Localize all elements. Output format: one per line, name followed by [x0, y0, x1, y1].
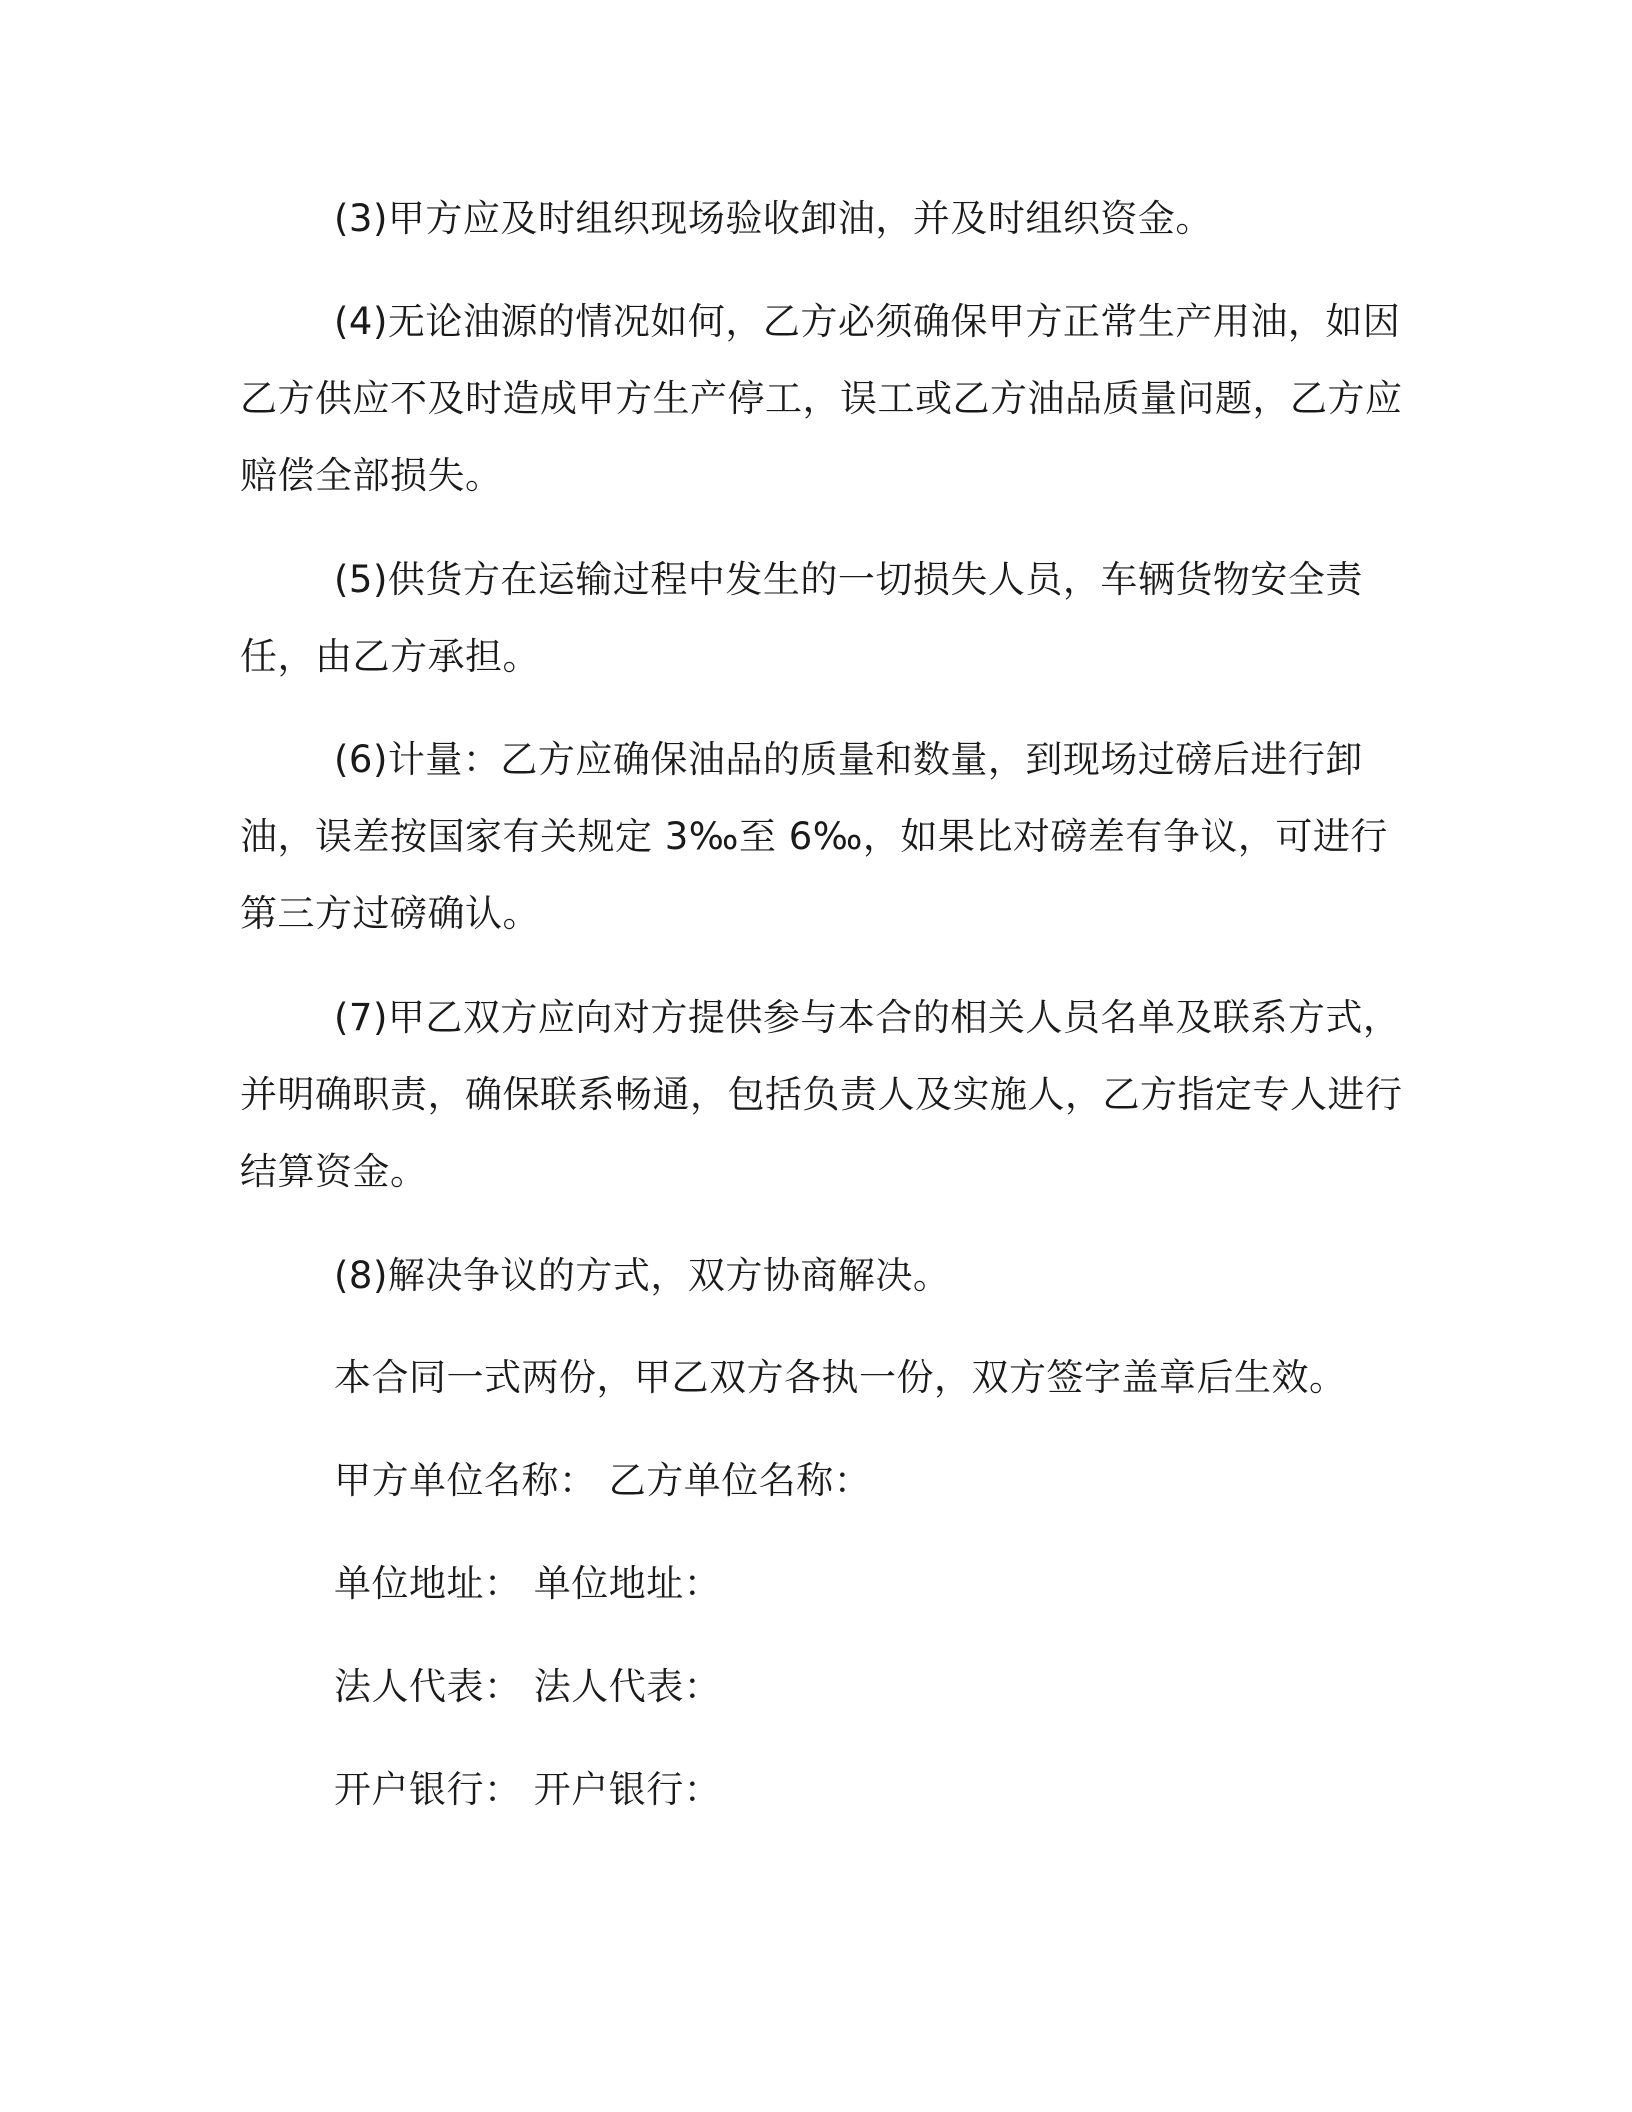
contract-copies-statement: 本合同一式两份，甲乙双方各执一份，双方签字盖章后生效。	[334, 1356, 1347, 1399]
field-company-name: 甲方单位名称： 乙方单位名称：	[334, 1459, 872, 1502]
field-legal-representative: 法人代表： 法人代表：	[334, 1665, 722, 1708]
field-bank: 开户银行： 开户银行：	[334, 1768, 722, 1811]
clause-8: (8)解决争议的方式，双方协商解决。	[334, 1254, 951, 1297]
clause-4: (4)无论油源的情况如何，乙方必须确保甲方正常生产用油，如因乙方供应不及时造成甲方生产停工，误工或乙方油品质量问题，乙方应赔偿全部损失。	[240, 300, 1403, 497]
field-company-address: 单位地址： 单位地址：	[334, 1562, 722, 1605]
clause-7: (7)甲乙双方应向对方提供参与本合的相关人员名单及联系方式，并明确职责，确保联系畅通，包括负责人及实施人，乙方指定专人进行结算资金。	[240, 996, 1403, 1193]
clause-3: (3)甲方应及时组织现场验收卸油，并及时组织资金。	[334, 197, 1213, 240]
clause-5: (5)供货方在运输过程中发生的一切损失人员，车辆货物安全责任，由乙方承担。	[240, 558, 1363, 678]
clause-6: (6)计量：乙方应确保油品的质量和数量，到现场过磅后进行卸油，误差按国家有关规定 3‰至 6‰，如果比对磅差有争议，可进行第三方过磅确认。	[240, 738, 1388, 935]
